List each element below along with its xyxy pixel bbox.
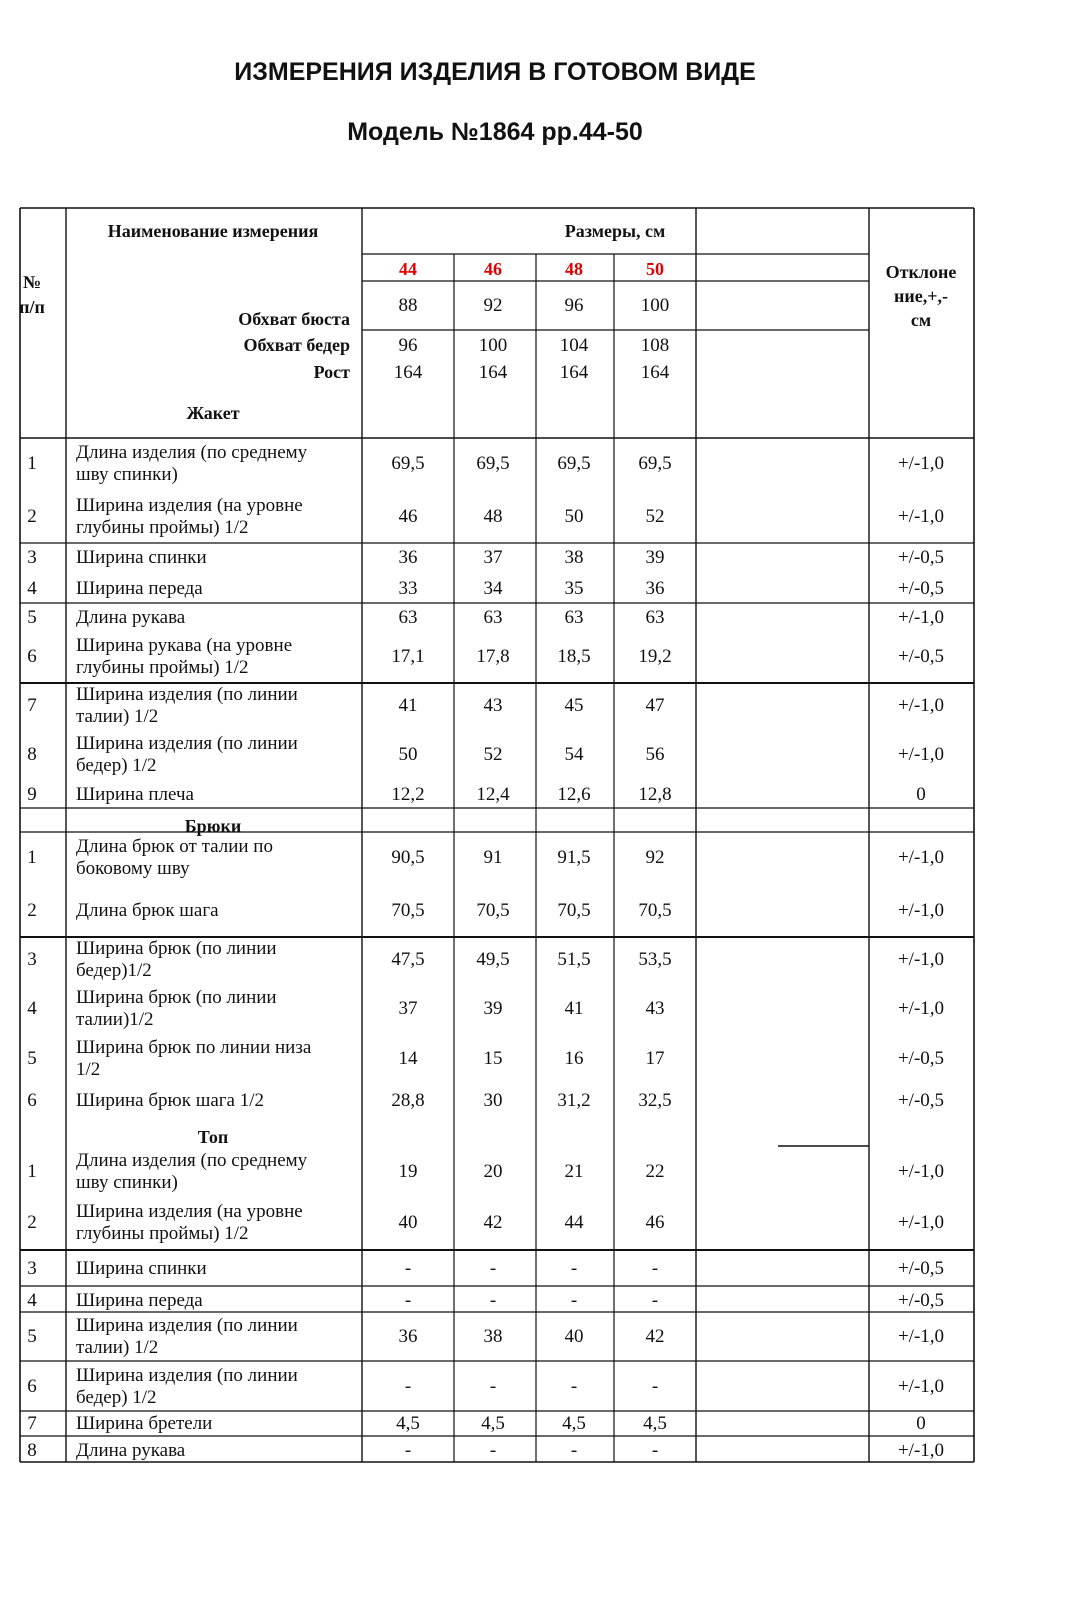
row-number: 3: [27, 949, 37, 970]
row-value: -: [404, 1258, 412, 1279]
row-name: талии)1/2: [76, 1009, 154, 1030]
row-value: 17: [645, 1048, 665, 1069]
row-deviation: +/-0,5: [897, 1048, 945, 1069]
row-deviation: +/-1,0: [897, 998, 945, 1019]
row-deviation: +/-1,0: [897, 1212, 945, 1233]
row-value: 19: [398, 1161, 418, 1182]
section-title-jacket: Жакет: [186, 403, 240, 423]
row-name: талии) 1/2: [76, 706, 159, 727]
row-value: 49,5: [476, 949, 510, 970]
document-subtitle: Модель №1864 рр.44-50: [347, 118, 643, 146]
hips-value: 108: [640, 335, 670, 356]
hips-value: 104: [559, 335, 589, 356]
row-number: 7: [27, 695, 37, 716]
row-name: Ширина плеча: [76, 784, 194, 805]
row-value: 21: [564, 1161, 584, 1182]
row-value: 50: [564, 506, 584, 527]
row-number: 6: [27, 1376, 37, 1397]
row-name: глубины проймы) 1/2: [76, 657, 249, 678]
row-value: 92: [645, 847, 665, 868]
row-value: 17,1: [391, 646, 425, 667]
row-name: Ширина переда: [76, 1290, 203, 1311]
section-title: Топ: [197, 1127, 229, 1147]
row-value: 28,8: [391, 1090, 425, 1111]
row-name: Ширина спинки: [76, 1258, 207, 1279]
size-label: 48: [565, 259, 583, 279]
row-value: 69,5: [557, 453, 591, 474]
size-label: 46: [484, 259, 502, 279]
row-value: 16: [564, 1048, 584, 1069]
section-title: Брюки: [184, 816, 242, 836]
row-value: 70,5: [391, 900, 425, 921]
row-number: 1: [27, 1161, 37, 1182]
row-name: Длина рукава: [76, 1440, 186, 1461]
row-deviation: +/-0,5: [897, 1090, 945, 1111]
row-name: Ширина изделия (по линии: [76, 1315, 298, 1336]
bust-value: 88: [398, 295, 418, 316]
row-value: 22: [645, 1161, 665, 1182]
row-value: 70,5: [476, 900, 510, 921]
row-value: 69,5: [476, 453, 510, 474]
row-value: 91,5: [557, 847, 591, 868]
hips-label: Обхват бедер: [243, 335, 350, 355]
row-value: 42: [645, 1326, 665, 1347]
row-value: -: [651, 1258, 659, 1279]
row-deviation: +/-1,0: [897, 1161, 945, 1182]
row-value: -: [570, 1376, 578, 1397]
row-value: 63: [483, 607, 503, 628]
row-name: Ширина изделия (на уровне: [76, 1201, 303, 1222]
row-deviation: +/-0,5: [897, 1258, 945, 1279]
row-name: Ширина брюк (по линии: [76, 987, 277, 1008]
row-value: 37: [398, 998, 418, 1019]
row-value: 12,8: [638, 784, 672, 805]
row-value: 40: [564, 1326, 584, 1347]
height-value: 164: [559, 362, 589, 383]
row-value: -: [404, 1290, 412, 1311]
row-value: 41: [398, 695, 418, 716]
row-value: 34: [483, 578, 503, 599]
row-value: 54: [564, 744, 584, 765]
row-number: 4: [27, 578, 37, 599]
bust-value: 96: [564, 295, 584, 316]
row-value: 32,5: [638, 1090, 672, 1111]
bust-label: Обхват бюста: [238, 309, 350, 329]
height-value: 164: [393, 362, 423, 383]
row-value: 90,5: [391, 847, 425, 868]
row-value: 36: [398, 1326, 418, 1347]
row-deviation: +/-1,0: [897, 900, 945, 921]
row-name: боковому шву: [76, 858, 190, 879]
row-number: 4: [27, 1290, 37, 1311]
row-deviation: +/-1,0: [897, 847, 945, 868]
row-name: шву спинки): [76, 1172, 178, 1193]
row-value: -: [570, 1258, 578, 1279]
row-number: 7: [27, 1413, 37, 1434]
row-value: 4,5: [481, 1413, 505, 1434]
row-value: 47,5: [391, 949, 425, 970]
row-value: 38: [483, 1326, 503, 1347]
row-number: 2: [27, 900, 37, 921]
row-deviation: +/-1,0: [897, 607, 945, 628]
bust-value: 92: [483, 295, 503, 316]
row-value: 47: [645, 695, 665, 716]
row-deviation: +/-1,0: [897, 695, 945, 716]
row-deviation: +/-1,0: [897, 1376, 945, 1397]
row-value: 12,2: [391, 784, 425, 805]
row-value: -: [651, 1376, 659, 1397]
row-value: 15: [483, 1048, 503, 1069]
row-number: 2: [27, 506, 37, 527]
row-value: 36: [645, 578, 665, 599]
row-name: талии) 1/2: [76, 1337, 159, 1358]
row-deviation: +/-0,5: [897, 547, 945, 568]
row-deviation: 0: [916, 1413, 926, 1434]
row-number: 2: [27, 1212, 37, 1233]
row-name: глубины проймы) 1/2: [76, 1223, 249, 1244]
row-value: 52: [645, 506, 665, 527]
row-name: Ширина спинки: [76, 547, 207, 568]
row-value: 14: [398, 1048, 418, 1069]
row-name: Ширина изделия (на уровне: [76, 495, 303, 516]
row-value: 70,5: [638, 900, 672, 921]
row-number: 1: [27, 453, 37, 474]
row-deviation: +/-1,0: [897, 949, 945, 970]
row-number: 8: [27, 744, 37, 765]
row-value: 51,5: [557, 949, 591, 970]
row-value: 4,5: [562, 1413, 586, 1434]
row-number: 4: [27, 998, 37, 1019]
row-value: 45: [564, 695, 584, 716]
header-num: п/п: [19, 297, 45, 317]
row-value: 63: [564, 607, 584, 628]
row-value: 12,6: [557, 784, 591, 805]
row-name: Ширина рукава (на уровне: [76, 635, 293, 656]
row-value: 53,5: [638, 949, 672, 970]
row-name: Ширина брюк по линии низа: [76, 1037, 312, 1058]
row-value: 69,5: [391, 453, 425, 474]
row-deviation: +/-1,0: [897, 1326, 945, 1347]
row-name: Ширина изделия (по линии: [76, 684, 298, 705]
row-name: 1/2: [76, 1059, 101, 1080]
row-value: 31,2: [557, 1090, 591, 1111]
row-name: Ширина бретели: [76, 1413, 213, 1434]
row-value: 30: [483, 1090, 503, 1111]
height-value: 164: [640, 362, 670, 383]
row-number: 5: [27, 607, 37, 628]
row-value: -: [489, 1440, 497, 1461]
row-deviation: +/-1,0: [897, 744, 945, 765]
row-value: -: [570, 1290, 578, 1311]
row-deviation: +/-1,0: [897, 506, 945, 527]
row-deviation: +/-0,5: [897, 578, 945, 599]
header-sizes-title: Размеры, см: [564, 221, 666, 241]
hips-value: 100: [478, 335, 508, 356]
row-value: 44: [564, 1212, 584, 1233]
row-name: глубины проймы) 1/2: [76, 517, 249, 538]
row-name: бедер)1/2: [76, 960, 152, 981]
row-value: -: [651, 1290, 659, 1311]
header-deviation: Отклоне: [885, 262, 957, 282]
row-value: 63: [398, 607, 418, 628]
height-value: 164: [478, 362, 508, 383]
row-value: 42: [483, 1212, 503, 1233]
row-name: Ширина брюк шага 1/2: [76, 1090, 265, 1111]
row-name: Длина изделия (по среднему: [76, 442, 308, 463]
row-value: 37: [483, 547, 503, 568]
row-name: Ширина изделия (по линии: [76, 733, 298, 754]
height-label: Рост: [313, 362, 350, 382]
row-number: 6: [27, 1090, 37, 1111]
row-deviation: 0: [916, 784, 926, 805]
header-deviation: ние,+,-: [894, 286, 948, 306]
row-value: -: [489, 1290, 497, 1311]
row-name: Длина изделия (по среднему: [76, 1150, 308, 1171]
row-value: 18,5: [557, 646, 591, 667]
row-value: -: [404, 1376, 412, 1397]
header-name: Наименование измерения: [107, 221, 319, 241]
row-value: 43: [483, 695, 503, 716]
row-name: Ширина изделия (по линии: [76, 1365, 298, 1386]
row-value: -: [489, 1376, 497, 1397]
row-value: 50: [398, 744, 418, 765]
row-value: 43: [645, 998, 665, 1019]
row-value: 19,2: [638, 646, 672, 667]
row-name: шву спинки): [76, 464, 178, 485]
row-value: 39: [645, 547, 665, 568]
row-number: 8: [27, 1440, 37, 1461]
row-value: 4,5: [643, 1413, 667, 1434]
row-number: 1: [27, 847, 37, 868]
row-value: 46: [398, 506, 418, 527]
row-value: -: [651, 1440, 659, 1461]
row-value: -: [570, 1440, 578, 1461]
row-name: Длина брюк от талии по: [76, 836, 273, 857]
row-value: 17,8: [476, 646, 510, 667]
row-value: 38: [564, 547, 584, 568]
row-value: 40: [398, 1212, 418, 1233]
row-name: Ширина переда: [76, 578, 203, 599]
row-value: 63: [645, 607, 665, 628]
row-number: 3: [27, 1258, 37, 1279]
row-value: 4,5: [396, 1413, 420, 1434]
row-name: Ширина брюк (по линии: [76, 938, 277, 959]
row-value: 91: [483, 847, 503, 868]
row-value: 70,5: [557, 900, 591, 921]
row-value: 69,5: [638, 453, 672, 474]
header-num: №: [22, 272, 42, 292]
row-name: бедер) 1/2: [76, 1387, 157, 1408]
row-deviation: +/-1,0: [897, 1440, 945, 1461]
row-value: 48: [483, 506, 503, 527]
row-number: 6: [27, 646, 37, 667]
row-value: -: [404, 1440, 412, 1461]
row-name: бедер) 1/2: [76, 755, 157, 776]
row-deviation: +/-1,0: [897, 453, 945, 474]
row-deviation: +/-0,5: [897, 646, 945, 667]
size-label: 50: [646, 259, 664, 279]
row-value: 39: [483, 998, 503, 1019]
row-value: 20: [483, 1161, 503, 1182]
row-value: 46: [645, 1212, 665, 1233]
document-title: ИЗМЕРЕНИЯ ИЗДЕЛИЯ В ГОТОВОМ ВИДЕ: [234, 58, 756, 86]
row-number: 5: [27, 1048, 37, 1069]
row-value: 56: [645, 744, 665, 765]
size-label: 44: [399, 259, 417, 279]
row-value: 41: [564, 998, 584, 1019]
header-deviation: см: [910, 310, 932, 330]
row-value: 12,4: [476, 784, 510, 805]
row-value: 35: [564, 578, 584, 599]
row-deviation: +/-0,5: [897, 1290, 945, 1311]
row-value: 33: [398, 578, 418, 599]
hips-value: 96: [398, 335, 418, 356]
row-value: -: [489, 1258, 497, 1279]
row-number: 5: [27, 1326, 37, 1347]
row-value: 52: [483, 744, 503, 765]
row-number: 9: [27, 784, 37, 805]
bust-value: 100: [640, 295, 670, 316]
row-name: Длина брюк шага: [76, 900, 219, 921]
row-name: Длина рукава: [76, 607, 186, 628]
row-value: 36: [398, 547, 418, 568]
row-number: 3: [27, 547, 37, 568]
